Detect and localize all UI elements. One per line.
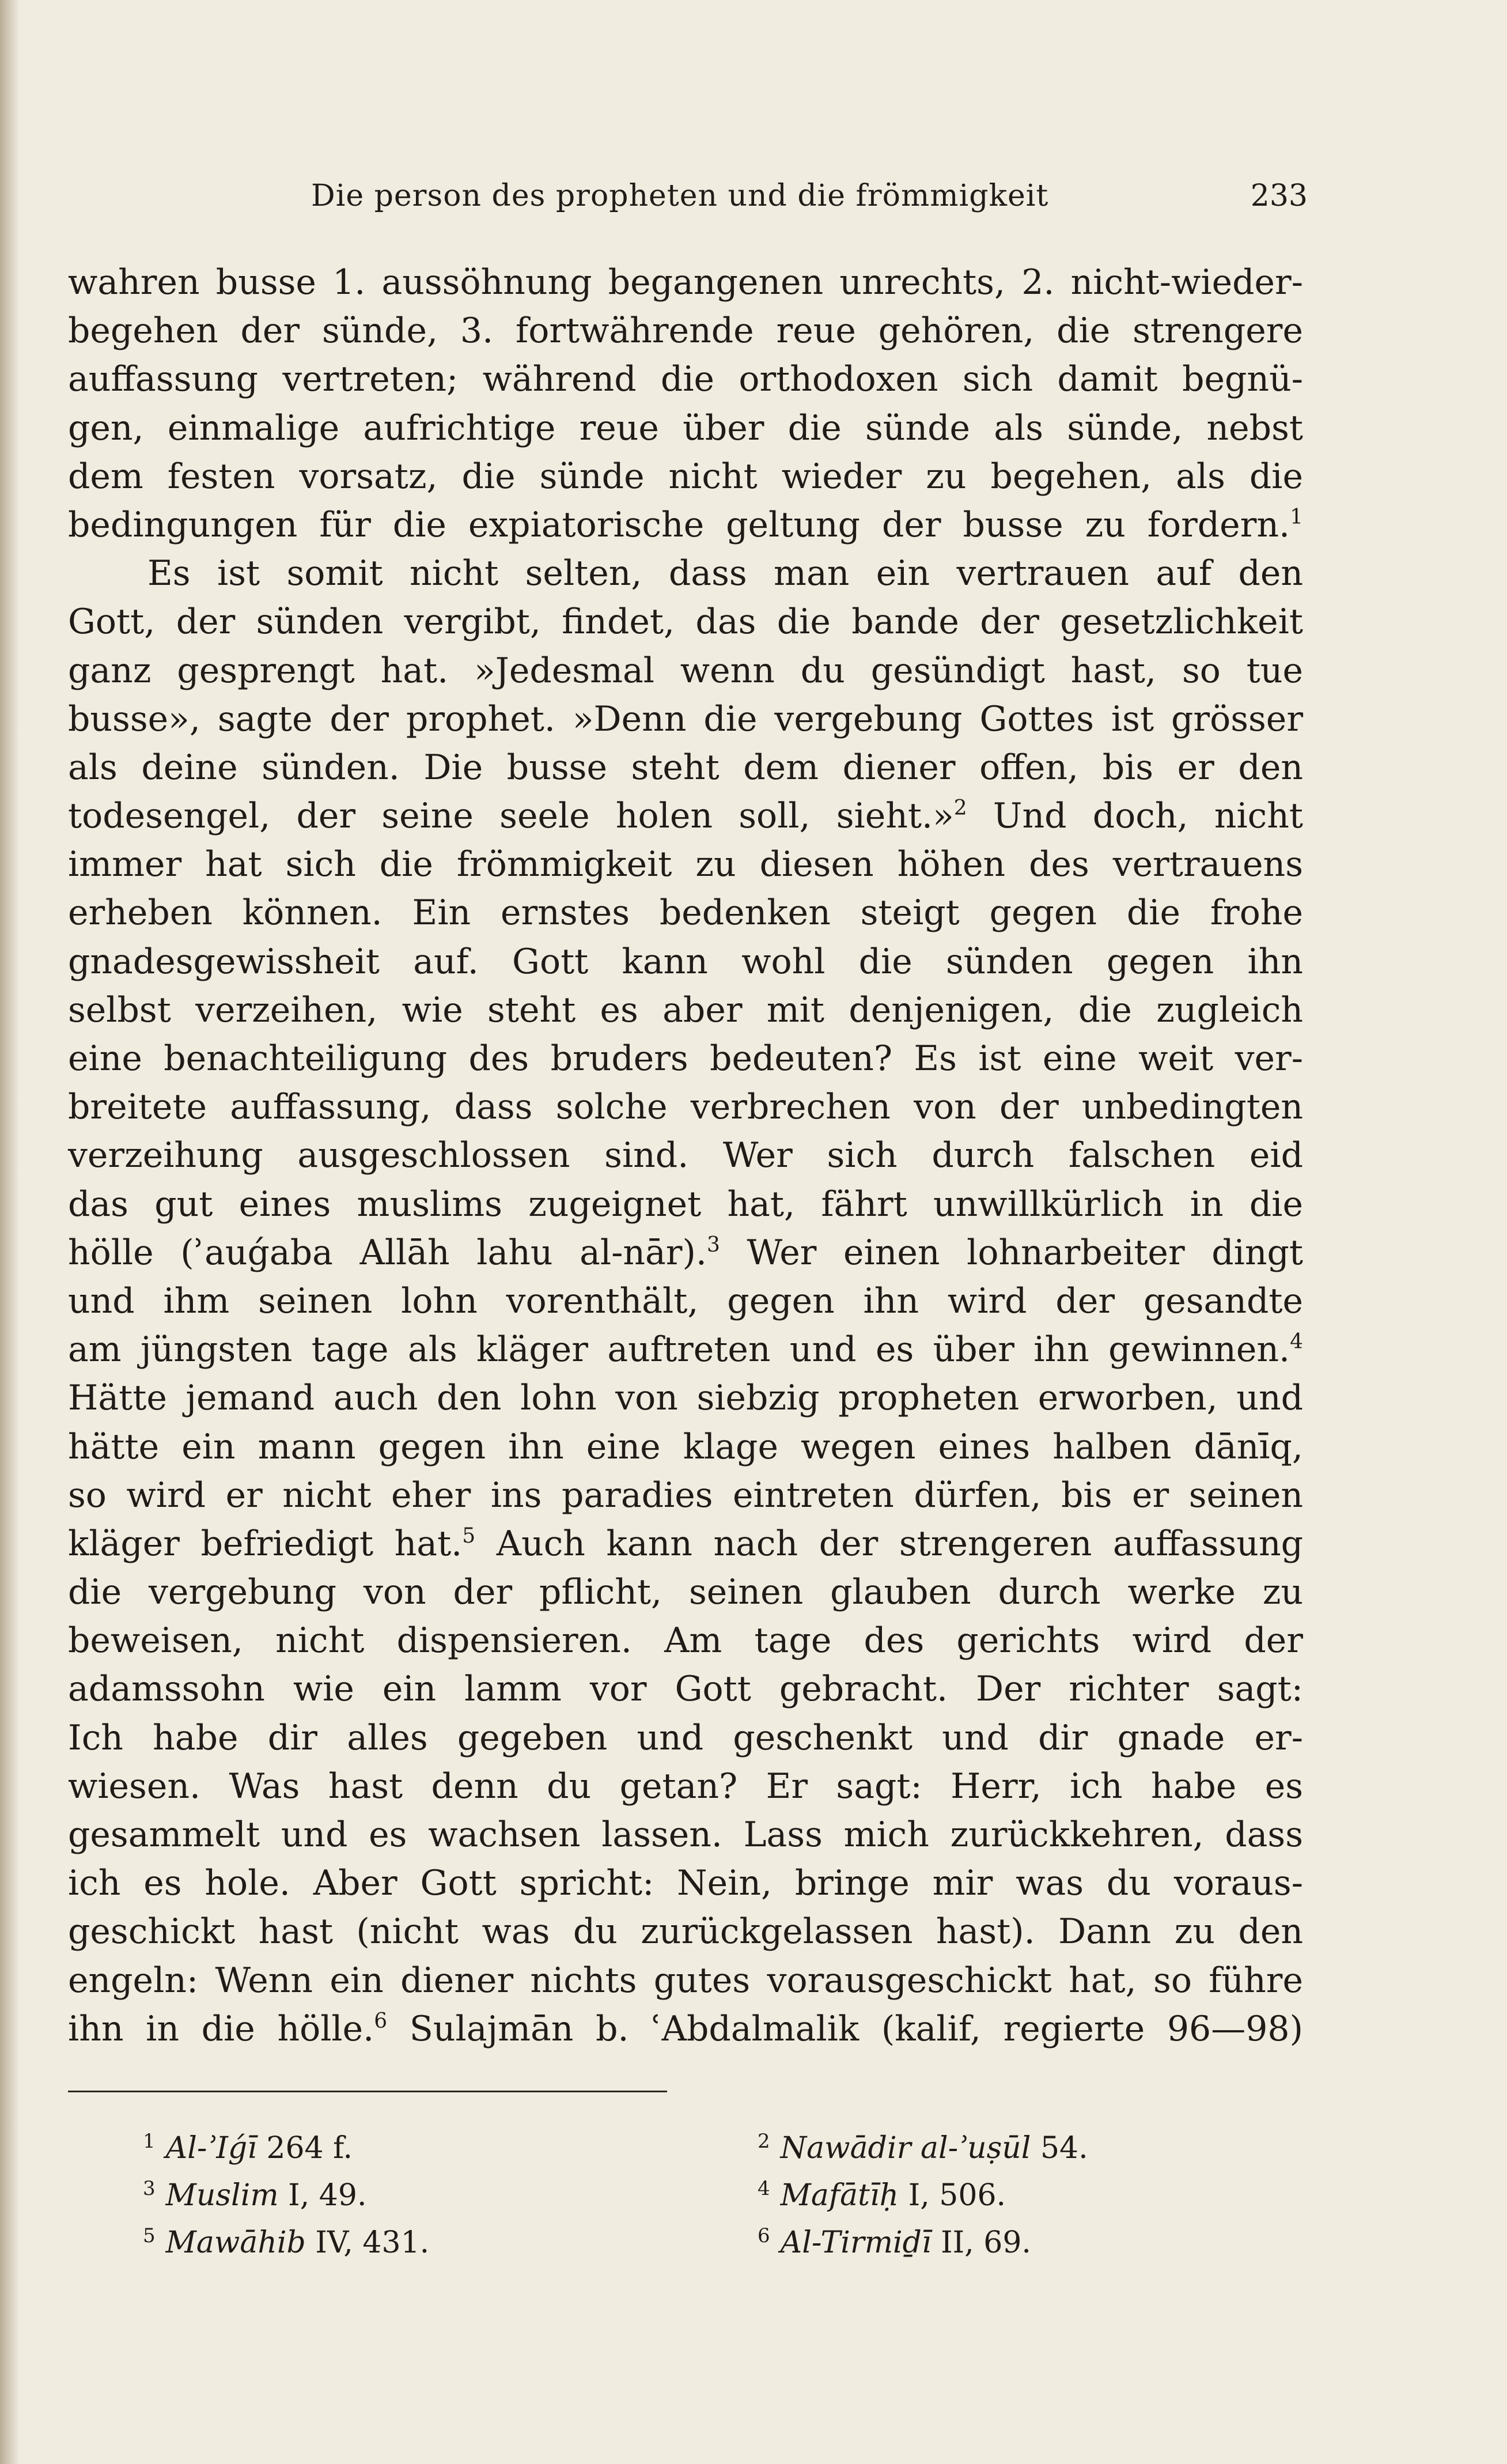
text-line: Es ist somit nicht selten, dass man ein vertrauen auf den <box>147 553 1303 594</box>
text-line: und ihm seinen lohn vorenthält, gegen ihn wird der gesandte <box>68 1280 1303 1321</box>
text-line: das gut eines muslims zugeignet hat, fährt unwillkürlich in die <box>68 1184 1303 1225</box>
text-line: todesengel, der seine seele holen soll, sieht.»$^2$ Und doch, nicht <box>68 796 1304 837</box>
text-line: eine benachteiligung des bruders bedeuten? Es ist eine weit ver- <box>68 1038 1303 1079</box>
text-line: ganz gesprengt hat. »Jedesmal wenn du gesündigt hast, so tue <box>68 650 1303 691</box>
footnote-marker: 1 <box>1290 505 1303 529</box>
text-line: dem festen vorsatz, die sünde nicht wieder zu begehen, als die <box>68 456 1303 497</box>
footnote-1: $^1$ Al-ʾIǵī 264 f. <box>143 2130 353 2166</box>
text-line: begehen der sünde, 3. fortwährende reue gehören, die strengere <box>68 311 1303 352</box>
text-line: immer hat sich die frömmigkeit zu diesen höhen des vertrauens <box>68 844 1303 885</box>
footnote-6: $^6$ Al-Tirmiḏī II, 69. <box>758 2224 1031 2260</box>
text-line: hätte ein mann gegen ihn eine klage wegen eines halben dānīq, <box>68 1426 1303 1467</box>
running-header <box>0 179 1308 219</box>
text-line: gesammelt und es wachsen lassen. Lass mich zurückkehren, dass <box>68 1815 1303 1855</box>
text-line: breitete auffassung, dass solche verbrechen von der unbedingten <box>68 1087 1303 1128</box>
text-line: beweisen, nicht dispensieren. Am tage des gerichts wird der <box>68 1620 1303 1661</box>
text-line: verzeihung ausgeschlossen sind. Wer sich durch falschen eid <box>68 1135 1303 1176</box>
text-line: kläger befriedigt hat.$^5$ Auch kann nach der strengeren auffassung <box>68 1523 1303 1564</box>
footnote-2: $^2$ Nawādir al-ʾuṣūl 54. <box>758 2130 1088 2166</box>
text-line: Hätte jemand auch den lohn von siebzig propheten erworben, und <box>68 1378 1303 1419</box>
text-line: ihn in die hölle.$^6$ Sulajmān b. ʿAbdalmalik (kalif, regierte 96—98) <box>68 2008 1303 2049</box>
text-line: engeln: Wenn ein diener nichts gutes vorausgeschickt hat, so führe <box>68 1960 1303 2001</box>
text-line: am jüngsten tage als kläger auftreten und es über ihn gewinnen.$^4$ <box>68 1329 1303 1370</box>
text-line: adamssohn wie ein lamm vor Gott gebracht. Der richter sagt: <box>68 1669 1303 1710</box>
text-line: busse», sagte der prophet. »Denn die vergebung Gottes ist grösser <box>68 698 1303 739</box>
footnote-4: $^4$ Mafātīḥ I, 506. <box>758 2177 1006 2213</box>
text-line: gen, einmalige aufrichtige reue über die sünde als sünde, nebst <box>68 407 1303 448</box>
text-line: bedingungen für die expiatorische geltung der busse zu fordern.$^1$ <box>68 504 1303 545</box>
footnote-marker: 3 <box>706 1233 720 1257</box>
text-line: wiesen. Was hast denn du getan? Er sagt: Herr, ich habe es <box>68 1766 1303 1807</box>
footnote-divider <box>68 2091 667 2092</box>
footnote-3: $^3$ Muslim I, 49. <box>143 2177 367 2213</box>
footnote-marker: 5 <box>462 1524 476 1548</box>
text-line: gnadesgewissheit auf. Gott kann wohl die sünden gegen ihn <box>68 941 1303 982</box>
text-line: erheben können. Ein ernstes bedenken steigt gegen die frohe <box>68 893 1303 934</box>
text-line: wahren busse 1. aussöhnung begangenen unrechts, 2. nicht-wieder- <box>68 262 1303 303</box>
page-number: 233 <box>1250 179 1308 213</box>
text-line: geschickt hast (nicht was du zurückgelassen hast). Dann zu den <box>68 1911 1303 1952</box>
footnote-5: $^5$ Mawāhib IV, 431. <box>143 2224 430 2260</box>
footnote-marker: 6 <box>374 2009 388 2033</box>
text-line: so wird er nicht eher ins paradies eintreten dürfen, bis er seinen <box>68 1475 1303 1516</box>
body-text <box>68 258 1303 2053</box>
text-line: selbst verzeihen, wie steht es aber mit denjenigen, die zugleich <box>68 989 1303 1030</box>
text-line: als deine sünden. Die busse steht dem diener offen, bis er den <box>68 747 1303 788</box>
text-line: auffassung vertreten; während die orthodoxen sich damit begnü- <box>68 359 1303 400</box>
page-edge-shadow <box>0 0 20 2464</box>
footnote-marker: 4 <box>1290 1330 1303 1354</box>
footnote-marker: 2 <box>953 796 967 821</box>
text-line: hölle (ʾauǵaba Allāh lahu al-nār).$^3$ Wer einen lohnarbeiter dingt <box>68 1232 1304 1273</box>
text-line: ich es hole. Aber Gott spricht: Nein, bringe mir was du voraus- <box>68 1863 1303 1904</box>
running-title: Die person des propheten und die frömmigkeit <box>311 179 1049 213</box>
text-line: Gott, der sünden vergibt, findet, das die bande der gesetzlichkeit <box>68 602 1303 643</box>
text-line: Ich habe dir alles gegeben und geschenkt und dir gnade er- <box>68 1717 1303 1758</box>
text-line: die vergebung von der pflicht, seinen glauben durch werke zu <box>68 1572 1303 1613</box>
